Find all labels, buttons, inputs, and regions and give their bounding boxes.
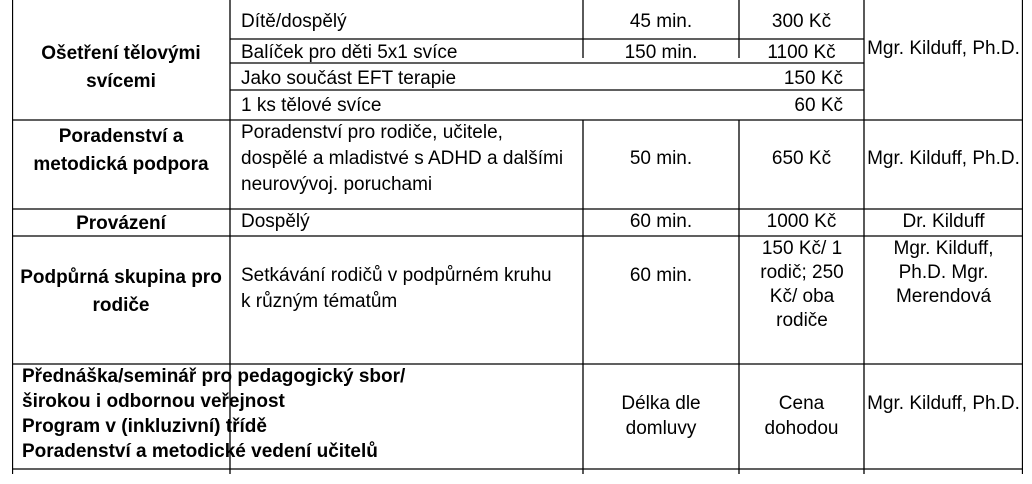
item-price: 150 Kč/ 1 rodič; 250 Kč/ oba rodiče — [760, 238, 844, 331]
provider-name: Mgr. Kilduff, Ph.D. — [867, 148, 1020, 169]
item-price: 60 Kč — [794, 95, 843, 116]
item-description: Poradenství pro rodiče, učitele, dospělé a mladistvé s ADHD a dalšími neurovývoj. poruchami — [241, 122, 564, 195]
provider-name: Dr. Kilduff — [902, 211, 985, 232]
item-description: 1 ks tělové svíce — [241, 95, 382, 116]
item-duration: 150 min. — [624, 42, 698, 63]
item-description: Balíček pro děti 5x1 svíce — [241, 42, 458, 63]
item-description: Dospělý — [241, 211, 310, 232]
item-duration: 60 min. — [629, 211, 693, 232]
item-description: Jako součást EFT terapie — [241, 68, 457, 89]
item-description: Dítě/dospělý — [241, 11, 347, 32]
service-line: Přednáška/seminář pro pedagogický sbor/ — [22, 366, 406, 387]
item-price: Cena dohodou — [764, 393, 839, 439]
service-name: Ošetření tělovými svícemi — [41, 43, 201, 92]
service-name: Poradenství a metodická podpora — [33, 126, 209, 175]
item-duration: 60 min. — [629, 265, 693, 286]
service-line: širokou i odbornou veřejnost — [22, 391, 285, 412]
provider-name: Mgr. Kilduff, Ph.D. Mgr. Merendová — [893, 238, 994, 307]
item-price: 1100 Kč — [767, 42, 836, 63]
service-line: Poradenství a metodické vedení učitelů — [22, 441, 378, 462]
provider-name: Mgr. Kilduff, Ph.D. — [867, 38, 1020, 59]
price-table — [12, 0, 1023, 474]
item-duration: 45 min. — [629, 11, 693, 32]
service-line: Program v (inkluzivní) třídě — [22, 416, 267, 437]
item-duration: 50 min. — [629, 148, 693, 169]
item-price: 1000 Kč — [766, 211, 837, 232]
item-price: 150 Kč — [783, 68, 843, 89]
item-price: 300 Kč — [771, 11, 832, 32]
service-name: Provázení — [76, 213, 166, 234]
service-name: Podpůrná skupina pro rodiče — [20, 267, 222, 316]
item-description: Setkávání rodičů v podpůrném kruhu k různým tématům — [241, 265, 552, 312]
provider-name: Mgr. Kilduff, Ph.D. — [867, 393, 1020, 414]
item-price: 650 Kč — [771, 148, 832, 169]
item-duration: Délka dle domluvy — [621, 393, 701, 439]
